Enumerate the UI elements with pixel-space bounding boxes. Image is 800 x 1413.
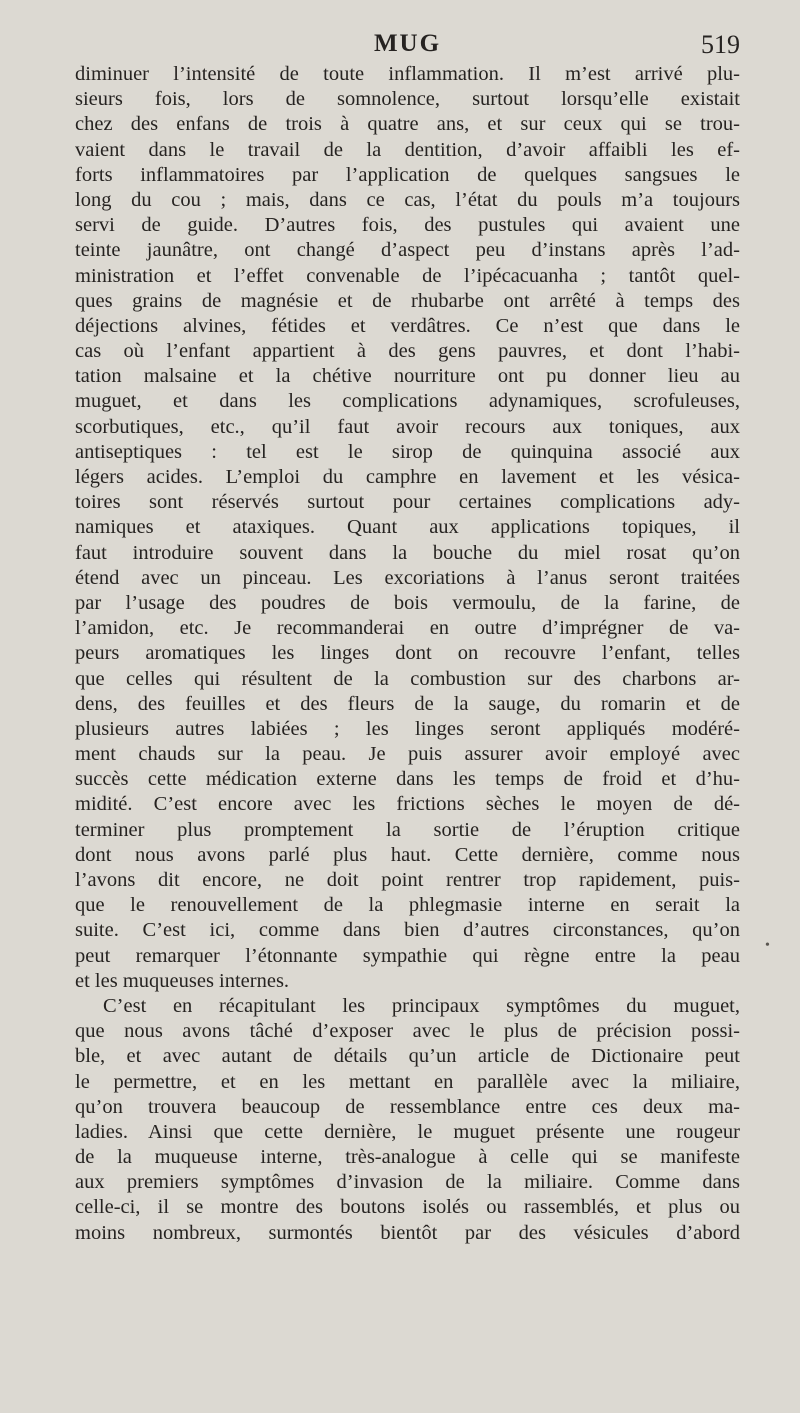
- text-line: tation malsaine et la chétive nourriture ont pu donner lieu au: [75, 365, 740, 388]
- text-line: que le renouvellement de la phlegmasie interne en serait la: [75, 894, 740, 917]
- text-line: étend avec un pinceau. Les excoriations à l’anus seront traitées: [75, 566, 740, 589]
- text-line: déjections alvines, fétides et verdâtres. Ce n’est que dans le: [75, 314, 740, 337]
- text-line: teinte jaunâtre, ont changé d’aspect peu d’instans après l’ad-: [75, 239, 740, 262]
- text-line: C’est en récapitulant les principaux symptômes du muguet,: [103, 994, 740, 1017]
- text-line: diminuer l’intensité de toute inflammation. Il m’est arrivé plu-: [75, 63, 740, 85]
- margin-mark: •: [765, 938, 770, 953]
- text-line: terminer plus promptement la sortie de l’éruption critique: [75, 818, 740, 841]
- text-line: ment chauds sur la peau. Je puis assurer avoir employé avec: [75, 743, 740, 766]
- text-line: ques grains de magnésie et de rhubarbe ont arrêté à temps des: [75, 289, 740, 312]
- text-line: dens, des feuilles et des fleurs de la sauge, du romarin et de: [75, 692, 740, 715]
- text-line: namiques et ataxiques. Quant aux applications topiques, il: [75, 516, 740, 539]
- text-line: sieurs fois, lors de somnolence, surtout lorsqu’elle existait: [75, 88, 740, 111]
- page-number: 519: [701, 30, 740, 59]
- text-line: peurs aromatiques les linges dont on recouvre l’enfant, telles: [75, 642, 740, 665]
- text-line: chez des enfans de trois à quatre ans, et sur ceux qui se trou-: [75, 113, 740, 136]
- text-line: plusieurs autres labiées ; les linges seront appliqués modéré-: [75, 717, 740, 740]
- text-line: ble, et avec autant de détails qu’un article de Dictionaire peut: [75, 1045, 740, 1068]
- text-line: antiseptiques : tel est le sirop de quinquina associé aux: [75, 440, 740, 463]
- text-line: faut introduire souvent dans la bouche du miel rosat qu’on: [75, 541, 740, 564]
- text-line: suite. C’est ici, comme dans bien d’autres circonstances, qu’on: [75, 919, 740, 942]
- running-title: MUG: [373, 30, 442, 57]
- text-line: midité. C’est encore avec les frictions sèches le moyen de dé-: [75, 793, 740, 816]
- text-line: peut remarquer l’étonnante sympathie qui règne entre la peau: [75, 944, 740, 967]
- text-line: long du cou ; mais, dans ce cas, l’état du pouls m’a toujours: [75, 188, 740, 211]
- page-header: [75, 30, 740, 64]
- text-line: dont nous avons parlé plus haut. Cette dernière, comme nous: [75, 843, 740, 866]
- text-line: servi de guide. D’autres fois, des pustules qui avaient une: [75, 214, 740, 237]
- text-line: qu’on trouvera beaucoup de ressemblance entre ces deux ma-: [75, 1095, 740, 1118]
- text-line: que celles qui résultent de la combustion sur des charbons ar-: [75, 667, 740, 690]
- text-line: moins nombreux, surmontés bientôt par des vésicules d’abord: [75, 1221, 740, 1244]
- text-line: ladies. Ainsi que cette dernière, le muguet présente une rougeur: [75, 1120, 740, 1143]
- text-line: vaient dans le travail de la dentition, d’avoir affaibli les ef-: [75, 138, 740, 161]
- text-line: le permettre, et en les mettant en parallèle avec la miliaire,: [75, 1070, 740, 1093]
- text-line: l’avons dit encore, ne doit point rentrer trop rapidement, puis-: [75, 869, 740, 891]
- text-line: de la muqueuse interne, très-analogue à celle qui se manifeste: [75, 1146, 740, 1169]
- text-line: aux premiers symptômes d’invasion de la miliaire. Comme dans: [75, 1171, 740, 1194]
- text-line: forts inflammatoires par l’application de quelques sangsues le: [75, 163, 740, 186]
- text-line: ministration et l’effet convenable de l’ipécacuanha ; tantôt quel-: [75, 264, 740, 287]
- text-line: scorbutiques, etc., qu’il faut avoir recours aux toniques, aux: [75, 415, 740, 438]
- text-line: cas où l’enfant appartient à des gens pauvres, et dont l’habi-: [75, 340, 740, 363]
- text-line: légers acides. L’emploi du camphre en lavement et les vésica-: [75, 466, 740, 488]
- text-line: succès cette médication externe dans les temps de froid et d’hu-: [75, 768, 740, 791]
- text-line: et les muqueuses internes.: [75, 969, 290, 992]
- body-text: [75, 62, 740, 1246]
- text-line: l’amidon, etc. Je recommanderai en outre d’imprégner de va-: [75, 617, 740, 640]
- text-line: que nous avons tâché d’exposer avec le plus de précision possi-: [75, 1020, 740, 1043]
- text-line: toires sont réservés surtout pour certaines complications ady-: [75, 491, 740, 514]
- text-line: par l’usage des poudres de bois vermoulu, de la farine, de: [75, 591, 740, 614]
- text-line: celle-ci, il se montre des boutons isolés ou rassemblés, et plus ou: [75, 1196, 740, 1219]
- text-line: muguet, et dans les complications adynamiques, scrofuleuses,: [75, 390, 740, 413]
